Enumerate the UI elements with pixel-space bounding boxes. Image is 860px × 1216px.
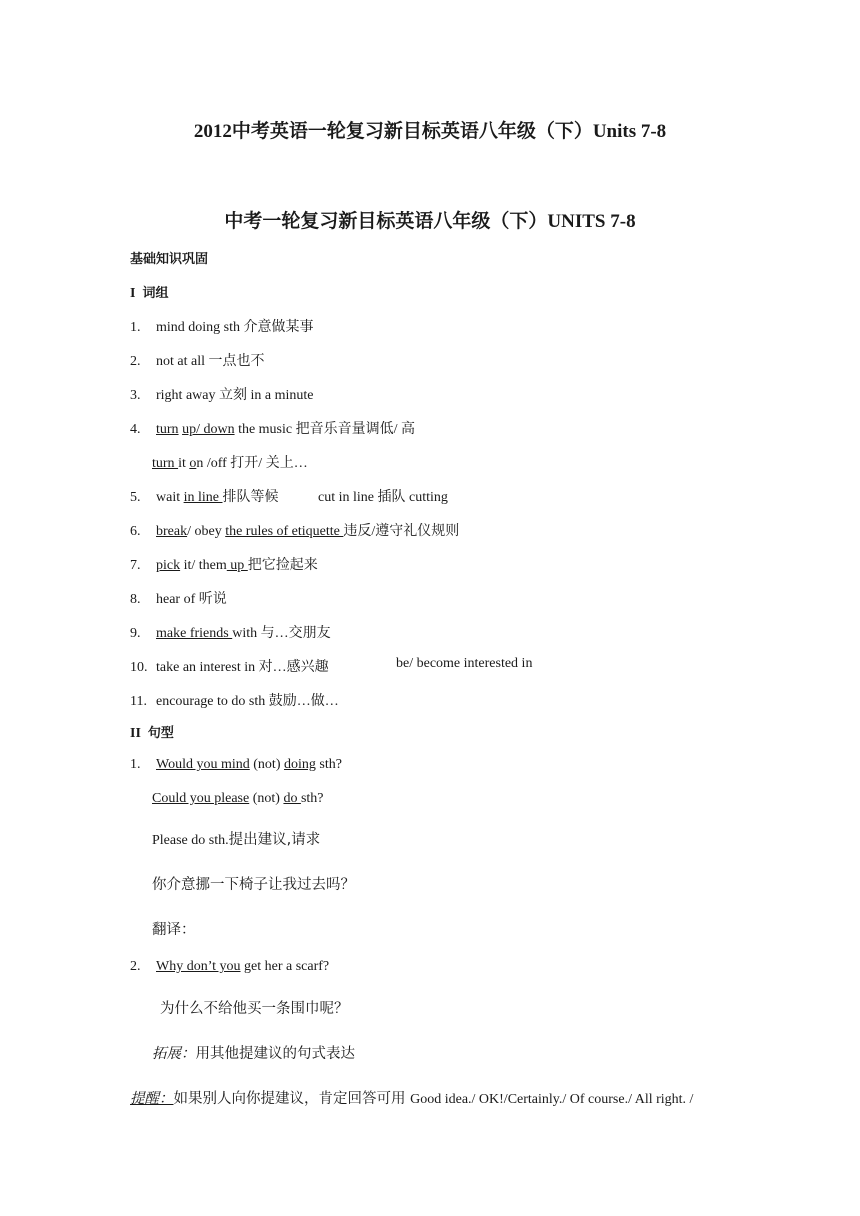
pattern-item-2-chinese: 为什么不给他买一条围巾呢？ [160,1001,349,1017]
phrase-item-2: 2. not at all 一点也不 [130,354,265,369]
phrase-item-3: 3. right away 立刻 in a minute [130,388,314,403]
document-title: 2012中考英语一轮复习新目标英语八年级（下）Units 7-8 [193,121,667,142]
phrase-item-6: 6. break/ obey the rules of etiquette 违反/遵守礼仪规则 [130,524,460,539]
pattern-item-2: 2. Why don’t you get her a scarf? [130,959,330,974]
pattern-item-2-extension: 拓展：用其他提建议的句式表达 [152,1046,355,1062]
pattern-item-1-translation-prompt: 你介意挪一下椅子让我过去吗？ [152,877,355,893]
pattern-item-1-line2: Could you please (not) do sth? [152,791,324,806]
phrase-item-8: 8. hear of 听说 [130,592,227,607]
phrase-item-4b: turn it on /off 打开/ 关上… [152,456,308,471]
pattern-item-1-translate-label: 翻译： [152,922,196,938]
phrase-item-9: 9. make friends with 与…交朋友 [130,626,331,641]
pattern-item-1: 1. Would you mind (not) doing sth? [130,757,342,772]
section2-heading: II 句型 [130,726,174,741]
phrase-item-10-extra: be/ become interested in [396,656,533,671]
section-basic-heading: 基础知识巩固 [130,252,209,267]
reminder-note: 提醒：如果别人向你提建议，肯定回答可用 Good idea./ OK!/Certainly./ Of course./ All right. / [130,1091,694,1107]
phrase-item-5: 5. wait in line 排队等候 [130,490,279,505]
document-subtitle: 中考一轮复习新目标英语八年级（下）UNITS 7-8 [224,211,636,232]
phrase-item-5-extra: cut in line 插队 cutting [318,490,448,505]
phrase-item-7: 7. pick it/ them up 把它捡起来 [130,558,318,573]
phrase-item-10: 10. take an interest in 对…感兴趣 [130,660,329,675]
phrase-item-11: 11. encourage to do sth 鼓励…做… [130,694,339,709]
section1-heading: I 词组 [130,286,169,301]
pattern-item-1-line3: Please do sth.提出建议,请求 [152,832,321,848]
phrase-item-1: 1. mind doing sth 介意做某事 [130,320,314,335]
phrase-item-4: 4. turn up/ down the music 把音乐音量调低/ 高 [130,422,415,437]
